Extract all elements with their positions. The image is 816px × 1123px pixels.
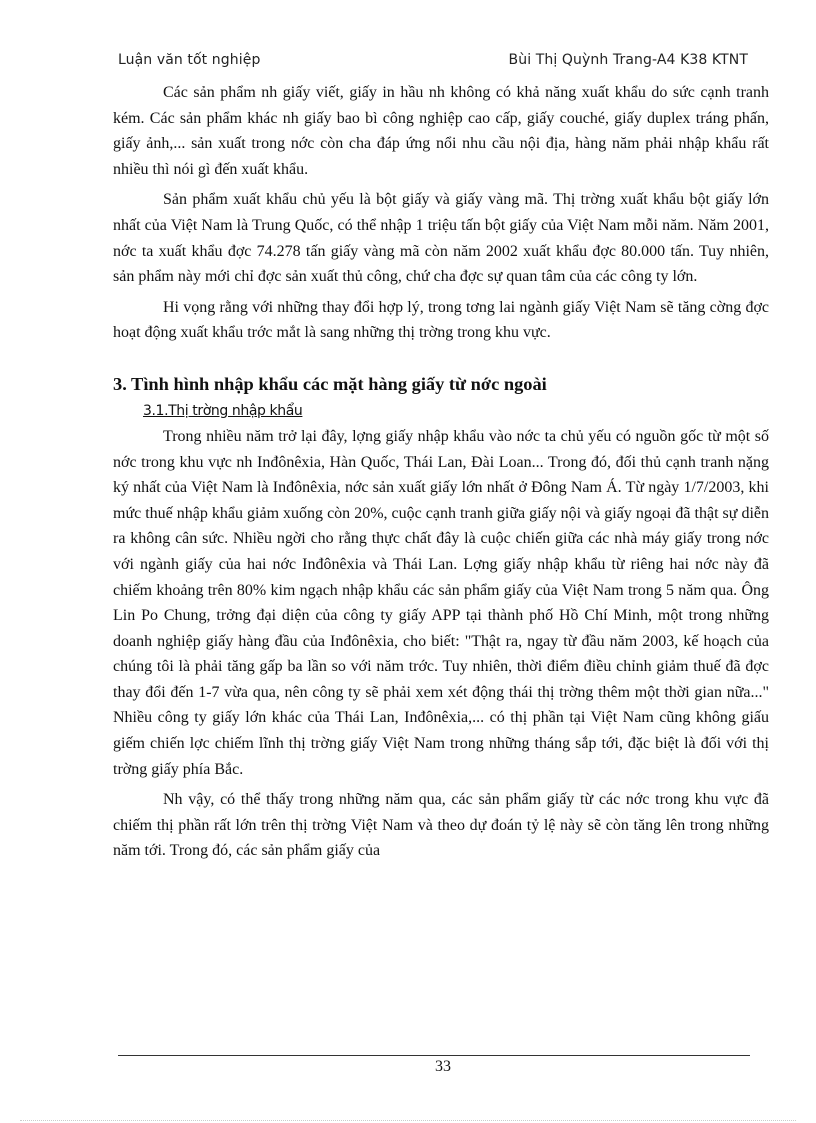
paragraph-import-sources: Trong nhiều năm trở lại đây, lợng giấy nhập khẩu vào nớc ta chủ yếu có nguồn gốc từ một số nớc trong khu vực nh Inđônêxia, Hàn Quốc, Thái Lan, Đài Loan... Trong đó, đối thủ cạnh tranh nặng ký nhất của Việt Nam là Inđônêxia, nớc sản xuất giấy lớn nhất ở Đông Nam Á. Từ ngày 1/7/2003, khi mức thuế nhập khẩu giảm xuống còn 20%, cuộc cạnh tranh giữa giấy nội và giấy ngoại đã thật sự diễn ra không cân sức. Nhiều ngời cho rằng thực chất đây là cuộc chiến giữa các nhà máy giấy trong nớc với ngành giấy của hai nớc Inđônêxia và Thái Lan. Lợng giấy nhập khẩu từ riêng hai nớc này đã chiếm khoảng trên 80% kim ngạch nhập khẩu các sản phẩm giấy của Việt Nam trong 5 năm qua. Ông Lin Po Chung, trởng đại diện của công ty giấy APP tại thành phố Hồ Chí Minh, một trong những doanh nghiệp giấy hàng đầu của Inđônêxia, cho biết: "Thật ra, ngay từ đầu năm 2003, kế hoạch của chúng tôi là phải tăng gấp ba lần so với năm trớc. Tuy nhiên, thời điểm điều chỉnh giảm thuế đã đợc thay đổi đến 1-7 vừa qua, nên công ty sẽ phải xem xét động thái thị trờng thêm một thời gian nữa..." Nhiều công ty giấy lớn khác của Thái Lan, Inđônêxia,... có thị phần tại Việt Nam cũng không giấu giếm chiến lợc chiếm lĩnh thị trờng giấy Việt Nam trong những tháng sắp tới, đặc biệt là đối với thị trờng giấy phía Bắc.	[113, 427, 769, 778]
section-title: 3. Tình hình nhập khẩu các mặt hàng giấy từ nớc ngoài	[113, 373, 547, 394]
page-body	[113, 80, 769, 869]
header-thesis-label: Luận văn tốt nghiệp	[118, 52, 261, 68]
page-bottom-edge	[20, 1120, 796, 1121]
header-author: Bùi Thị Quỳnh Trang-A4 K38 KTNT	[508, 52, 748, 68]
footer-divider	[118, 1055, 750, 1056]
subsection-title: 3.1.Thị trờng nhập khẩu	[143, 402, 303, 419]
paragraph-export-main-products: Sản phẩm xuất khẩu chủ yếu là bột giấy và giấy vàng mã. Thị trờng xuất khẩu bột giấy lớn nhất của Việt Nam là Trung Quốc, có thể nhập 1 triệu tấn bột giấy của Việt Nam mỗi năm. Năm 2001, nớc ta xuất khẩu đợc 74.278 tấn giấy vàng mã còn năm 2002 xuất khẩu đợc 80.000 tấn. Tuy nhiên, sản phẩm này mới chỉ đợc sản xuất thủ công, chứ cha đợc sự quan tâm của các công ty lớn.	[113, 191, 769, 286]
paragraph-import-summary: Nh vậy, có thể thấy trong những năm qua, các sản phẩm giấy từ các nớc trong khu vực đã chiếm thị phần rất lớn trên thị trờng Việt Nam và theo dự đoán tỷ lệ này sẽ còn tăng lên trong những năm tới. Trong đó, các sản phẩm giấy của	[113, 791, 769, 860]
paragraph-export-writing-paper: Các sản phẩm nh giấy viết, giấy in hầu nh không có khả năng xuất khẩu do sức cạnh tranh kém. Các sản phẩm khác nh giấy bao bì công nghiệp cao cấp, giấy couché, giấy duplex tráng phấn, giấy ảnh,... sản xuất trong nớc còn cha đáp ứng nổi nhu cầu nội địa, hàng năm phải nhập khẩu rất nhiều thì nói gì đến xuất khẩu.	[113, 84, 769, 178]
page-header	[118, 52, 748, 72]
paragraph-export-hope: Hi vọng rằng với những thay đổi hợp lý, trong tơng lai ngành giấy Việt Nam sẽ tăng cờng đợc hoạt động xuất khẩu trớc mắt là sang những thị trờng trong khu vực.	[113, 298, 769, 342]
page-number: 33	[435, 1058, 451, 1075]
